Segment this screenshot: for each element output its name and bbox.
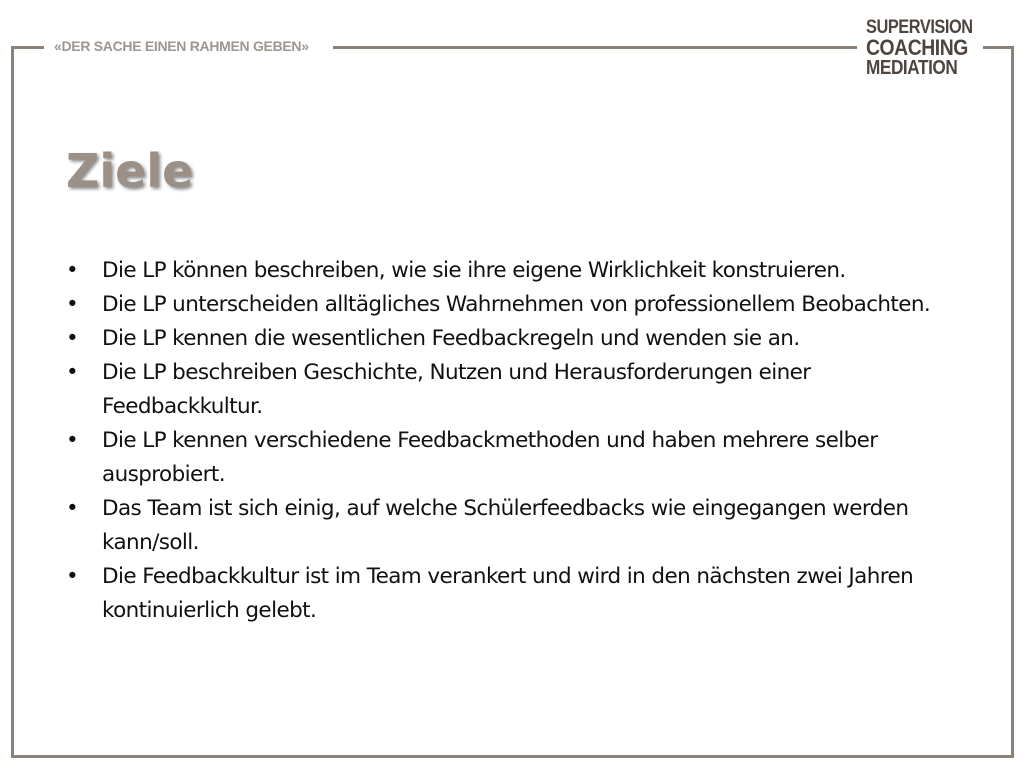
bullet-icon: • <box>66 292 79 317</box>
goal-item <box>66 254 966 288</box>
goal-item <box>66 356 966 424</box>
frame-left-line <box>11 46 14 758</box>
goal-text: Die LP beschreiben Geschichte, Nutzen und Herausforderungen einer Feedbackkultur. <box>102 360 811 419</box>
bullet-icon: • <box>66 496 79 521</box>
frame-right-line <box>1011 46 1014 758</box>
header-tagline: «DER SACHE EINEN RAHMEN GEBEN» <box>54 38 309 54</box>
goal-text: Das Team ist sich einig, auf welche Schülerfeedbacks wie eingegangen werden kann/soll. <box>102 496 909 555</box>
frame-top-line-middle <box>333 46 857 49</box>
frame-top-line-left <box>11 46 44 49</box>
goals-list <box>66 254 966 628</box>
bullet-icon: • <box>66 258 79 283</box>
goal-text: Die LP können beschreiben, wie sie ihre eigene Wirklichkeit konstruieren. <box>102 258 846 283</box>
goal-item <box>66 560 966 628</box>
goal-text: Die LP unterscheiden alltägliches Wahrnehmen von professionellem Beobachten. <box>102 292 931 317</box>
goal-item <box>66 424 966 492</box>
goal-text: Die Feedbackkultur ist im Team verankert und wird in den nächsten zwei Jahren kontinuierlich gelebt. <box>102 564 914 623</box>
bullet-icon: • <box>66 564 79 589</box>
bullet-icon: • <box>66 360 79 385</box>
brand-line-mediation: MEDIATION <box>866 57 958 79</box>
slide-title: Ziele <box>66 144 194 198</box>
goal-text: Die LP kennen die wesentlichen Feedbackregeln und wenden sie an. <box>102 326 800 351</box>
goal-item <box>66 288 966 322</box>
bullet-icon: • <box>66 326 79 351</box>
brand-line-coaching: COACHING <box>866 35 968 60</box>
bullet-icon: • <box>66 428 79 453</box>
goal-item <box>66 322 966 356</box>
brand-line-supervision: SUPERVISION <box>866 17 973 38</box>
goal-text: Die LP kennen verschiedene Feedbackmethoden und haben mehrere selber ausprobiert. <box>102 428 878 487</box>
frame-bottom-line <box>11 755 1014 758</box>
brand-logo <box>866 18 990 78</box>
goal-item <box>66 492 966 560</box>
